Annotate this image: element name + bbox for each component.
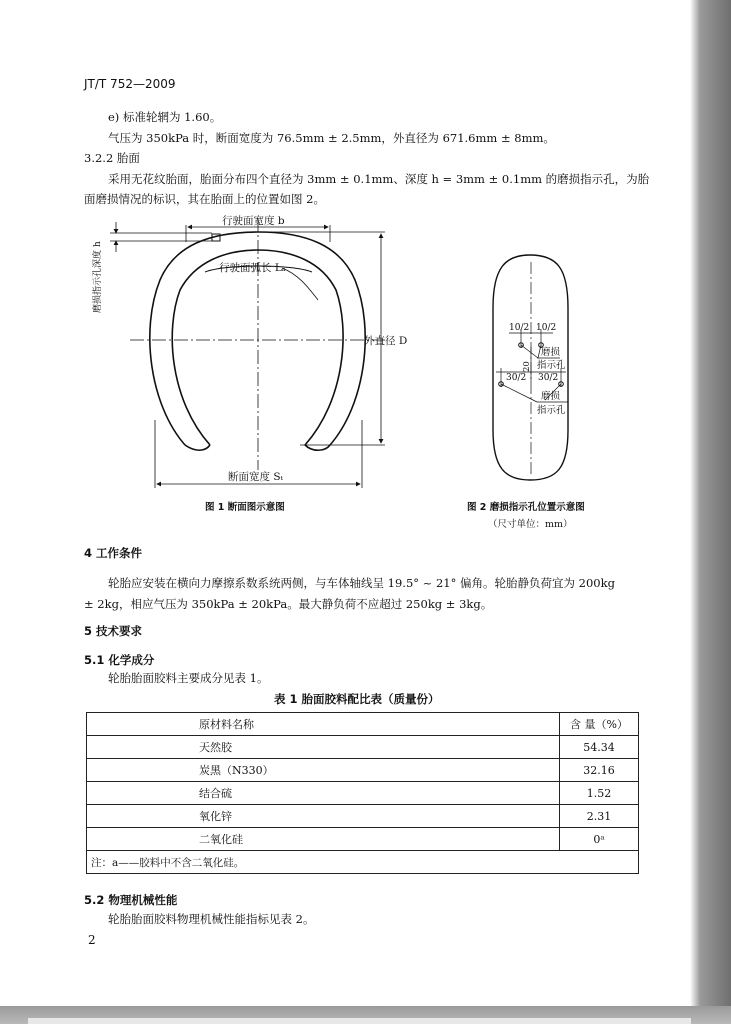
page-number: 2: [88, 933, 96, 947]
table-row: [87, 828, 639, 851]
table-row: [87, 736, 639, 759]
fig1-tread-width-label: 行驶面宽度 b: [222, 215, 285, 227]
fig2-hole-label-1b: 指示孔: [537, 360, 566, 371]
fig1-section-width-label: 断面宽度 Sₜ: [228, 471, 284, 483]
section-3-2-2-para-line2: 面磨损情况的标识，其在胎面上的位置如图 2。: [84, 192, 325, 206]
table-header-cell: 原材料名称: [87, 713, 560, 736]
section-4-para-line1: 轮胎应安装在横向力摩擦系数系统两侧，与车体轴线呈 19.5° ~ 21° 偏角。轮胎静负荷宜为 200kg: [108, 576, 615, 590]
table-row: [87, 759, 639, 782]
section-3-2-2-para-line1: 采用无花纹胎面，胎面分布四个直径为 3mm ± 0.1mm、深度 h = 3mm ± 0.1mm 的磨损指示孔，为胎: [108, 172, 650, 186]
fig2-caption-unit: （尺寸单位：mm）: [488, 519, 573, 530]
scan-bottom-edge: [0, 1006, 731, 1024]
figures-area: [0, 0, 690, 540]
table-cell: 结合硫: [87, 782, 560, 805]
table-cell: 氧化锌: [87, 805, 560, 828]
fig2-dim-20: 20: [522, 361, 532, 372]
table1: [86, 712, 639, 874]
document-code-header: JT/T 752—2009: [84, 77, 176, 91]
table-cell: 54.34: [560, 736, 639, 759]
spec-item-e: e) 标准轮辋为 1.60。: [108, 110, 222, 124]
fig2-hole-label-1a: 磨损: [541, 347, 561, 358]
fig2-dim-10-left: 10/2: [509, 323, 530, 333]
section-5-1-heading: 5.1 化学成分: [84, 653, 155, 667]
table-header-cell: 含 量（%）: [560, 713, 639, 736]
table-cell: 炭黑（N330）: [87, 759, 560, 782]
pressure-spec-line: 气压为 350kPa 时，断面宽度为 76.5mm ± 2.5mm，外直径为 671.6mm ± 8mm。: [108, 131, 555, 145]
table-cell: 天然胶: [87, 736, 560, 759]
table-row: [87, 805, 639, 828]
fig1-centerlines: [130, 218, 385, 470]
table-cell: 2.31: [560, 805, 639, 828]
section-4-heading: 4 工作条件: [84, 546, 143, 560]
table-note-row: [87, 851, 639, 874]
table-cell: 二氧化硅: [87, 828, 560, 851]
section-5-heading: 5 技术要求: [84, 624, 143, 638]
section-3-2-2-heading: 3.2.2 胎面: [84, 151, 140, 165]
section-5-2-heading: 5.2 物理机械性能: [84, 893, 178, 907]
fig1-outer-diameter-label: 外直径 D: [364, 335, 408, 347]
fig2-dim-30-right: 30/2: [538, 373, 559, 383]
fig2-hole-label-2b: 指示孔: [537, 405, 566, 416]
section-5-1-para: 轮胎胎面胶料主要成分见表 1。: [108, 671, 269, 685]
section-4-para-line2: ± 2kg，相应气压为 350kPa ± 20kPa。最大静负荷不应超过 250kg ± 3kg。: [84, 597, 493, 611]
fig2-dim-10-right: 10/2: [536, 323, 557, 333]
section-5-2-para: 轮胎胎面胶料物理机械性能指标见表 2。: [108, 912, 315, 926]
table-cell: 32.16: [560, 759, 639, 782]
table-row: [87, 782, 639, 805]
fig2-dim-30-left: 30/2: [506, 373, 527, 383]
fig2-hole-label-2a: 磨损: [541, 391, 561, 402]
table-cell: 1.52: [560, 782, 639, 805]
fig1-arc-label: 行驶面弧长 Lₐ: [219, 262, 286, 274]
fig1-caption: 图 1 断面图示意图: [205, 502, 285, 513]
table-cell: 0ᵃ: [560, 828, 639, 851]
table-note: 注：a——胶料中不含二氧化硅。: [87, 851, 639, 874]
table-header-row: [87, 713, 639, 736]
fig2-caption: 图 2 磨损指示孔位置示意图: [467, 502, 585, 513]
table1-title: 表 1 胎面胶料配比表（质量份）: [274, 692, 440, 706]
fig1-depth-label: 磨损指示孔深度 h: [93, 241, 103, 313]
